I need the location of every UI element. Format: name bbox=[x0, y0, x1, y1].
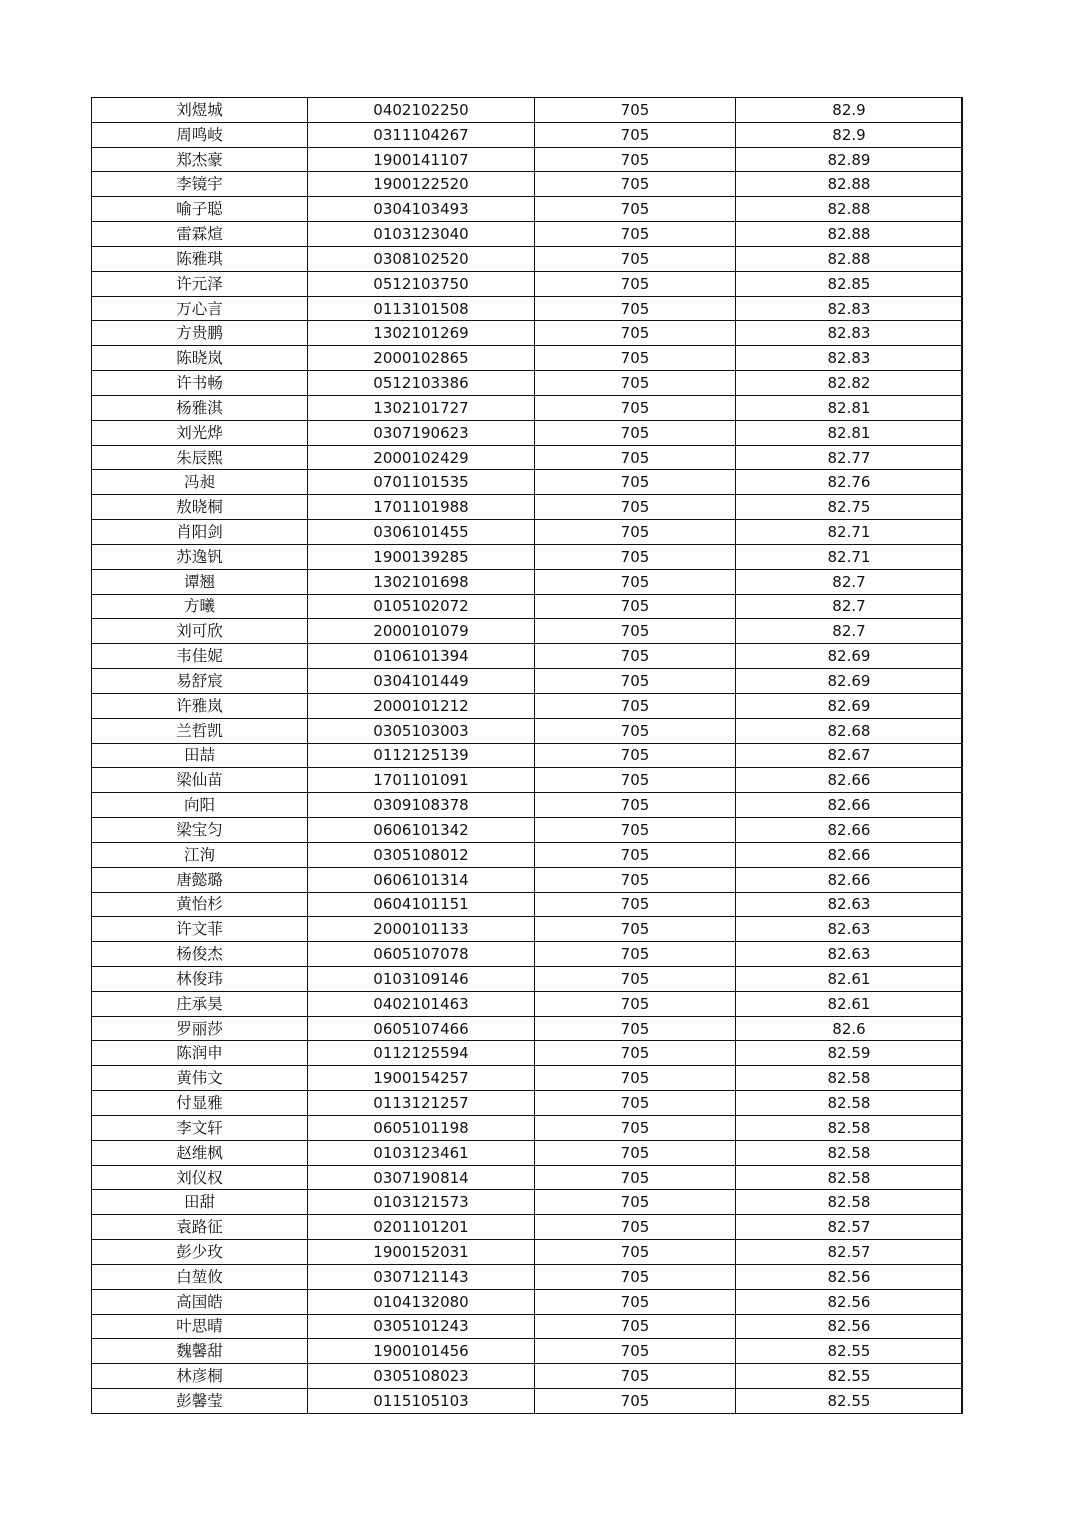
candidate-name-cell: 黄伟文 bbox=[92, 1066, 308, 1091]
exam-number-cell: 2000101133 bbox=[308, 917, 535, 942]
subject-code-cell: 705 bbox=[535, 693, 736, 718]
score-cell: 82.88 bbox=[736, 222, 963, 247]
subject-code-cell: 705 bbox=[535, 1016, 736, 1041]
subject-code-cell: 705 bbox=[535, 1041, 736, 1066]
table-row bbox=[92, 1066, 963, 1091]
exam-number-cell: 1900154257 bbox=[308, 1066, 535, 1091]
table-row bbox=[92, 569, 963, 594]
exam-number-cell: 0104132080 bbox=[308, 1289, 535, 1314]
table-row bbox=[92, 1016, 963, 1041]
table-row bbox=[92, 1140, 963, 1165]
subject-code-cell: 705 bbox=[535, 495, 736, 520]
exam-number-cell: 0512103386 bbox=[308, 371, 535, 396]
score-cell: 82.63 bbox=[736, 892, 963, 917]
subject-code-cell: 705 bbox=[535, 544, 736, 569]
exam-number-cell: 0113121257 bbox=[308, 1091, 535, 1116]
exam-number-cell: 0112125139 bbox=[308, 743, 535, 768]
score-cell: 82.66 bbox=[736, 818, 963, 843]
subject-code-cell: 705 bbox=[535, 917, 736, 942]
table-row bbox=[92, 321, 963, 346]
exam-number-cell: 0305101243 bbox=[308, 1314, 535, 1339]
subject-code-cell: 705 bbox=[535, 991, 736, 1016]
candidate-name-cell: 杨俊杰 bbox=[92, 942, 308, 967]
candidate-name-cell: 刘仪权 bbox=[92, 1165, 308, 1190]
candidate-name-cell: 向阳 bbox=[92, 793, 308, 818]
candidate-name-cell: 梁仙苗 bbox=[92, 768, 308, 793]
candidate-name-cell: 彭馨莹 bbox=[92, 1389, 308, 1414]
exam-number-cell: 2000102865 bbox=[308, 346, 535, 371]
exam-number-cell: 0115105103 bbox=[308, 1389, 535, 1414]
subject-code-cell: 705 bbox=[535, 1264, 736, 1289]
candidate-name-cell: 易舒宸 bbox=[92, 669, 308, 694]
table-row bbox=[92, 98, 963, 123]
score-cell: 82.69 bbox=[736, 644, 963, 669]
table-row bbox=[92, 1190, 963, 1215]
subject-code-cell: 705 bbox=[535, 743, 736, 768]
candidate-name-cell: 郑杰豪 bbox=[92, 147, 308, 172]
table-row bbox=[92, 371, 963, 396]
exam-number-cell: 0103121573 bbox=[308, 1190, 535, 1215]
subject-code-cell: 705 bbox=[535, 197, 736, 222]
exam-number-cell: 1900152031 bbox=[308, 1240, 535, 1265]
candidate-name-cell: 敖晓桐 bbox=[92, 495, 308, 520]
table-row bbox=[92, 296, 963, 321]
score-table-sheet bbox=[91, 97, 962, 1414]
score-cell: 82.69 bbox=[736, 669, 963, 694]
score-cell: 82.69 bbox=[736, 693, 963, 718]
table-row bbox=[92, 420, 963, 445]
table-row bbox=[92, 172, 963, 197]
table-row bbox=[92, 917, 963, 942]
subject-code-cell: 705 bbox=[535, 296, 736, 321]
exam-number-cell: 2000102429 bbox=[308, 445, 535, 470]
candidate-name-cell: 叶思晴 bbox=[92, 1314, 308, 1339]
score-cell: 82.9 bbox=[736, 98, 963, 123]
subject-code-cell: 705 bbox=[535, 594, 736, 619]
subject-code-cell: 705 bbox=[535, 246, 736, 271]
table-row bbox=[92, 892, 963, 917]
subject-code-cell: 705 bbox=[535, 420, 736, 445]
candidate-name-cell: 梁宝匀 bbox=[92, 818, 308, 843]
score-cell: 82.7 bbox=[736, 619, 963, 644]
score-cell: 82.66 bbox=[736, 793, 963, 818]
score-table-body bbox=[92, 98, 963, 1414]
score-cell: 82.89 bbox=[736, 147, 963, 172]
table-row bbox=[92, 1240, 963, 1265]
subject-code-cell: 705 bbox=[535, 1240, 736, 1265]
subject-code-cell: 705 bbox=[535, 867, 736, 892]
subject-code-cell: 705 bbox=[535, 147, 736, 172]
exam-number-cell: 0305108012 bbox=[308, 842, 535, 867]
subject-code-cell: 705 bbox=[535, 842, 736, 867]
subject-code-cell: 705 bbox=[535, 395, 736, 420]
subject-code-cell: 705 bbox=[535, 321, 736, 346]
table-row bbox=[92, 743, 963, 768]
table-row bbox=[92, 942, 963, 967]
table-row bbox=[92, 644, 963, 669]
exam-number-cell: 1302101698 bbox=[308, 569, 535, 594]
candidate-name-cell: 高国皓 bbox=[92, 1289, 308, 1314]
table-row bbox=[92, 669, 963, 694]
subject-code-cell: 705 bbox=[535, 122, 736, 147]
candidate-name-cell: 黄怡杉 bbox=[92, 892, 308, 917]
candidate-name-cell: 李镜宇 bbox=[92, 172, 308, 197]
exam-number-cell: 0307190814 bbox=[308, 1165, 535, 1190]
table-row bbox=[92, 470, 963, 495]
table-row bbox=[92, 222, 963, 247]
candidate-name-cell: 林彦桐 bbox=[92, 1364, 308, 1389]
subject-code-cell: 705 bbox=[535, 1140, 736, 1165]
exam-number-cell: 0306101455 bbox=[308, 520, 535, 545]
candidate-name-cell: 苏逸钒 bbox=[92, 544, 308, 569]
score-cell: 82.55 bbox=[736, 1339, 963, 1364]
score-cell: 82.66 bbox=[736, 768, 963, 793]
table-row bbox=[92, 445, 963, 470]
subject-code-cell: 705 bbox=[535, 346, 736, 371]
exam-number-cell: 0402101463 bbox=[308, 991, 535, 1016]
table-row bbox=[92, 1215, 963, 1240]
subject-code-cell: 705 bbox=[535, 222, 736, 247]
subject-code-cell: 705 bbox=[535, 98, 736, 123]
table-row bbox=[92, 1165, 963, 1190]
exam-number-cell: 0311104267 bbox=[308, 122, 535, 147]
score-cell: 82.76 bbox=[736, 470, 963, 495]
subject-code-cell: 705 bbox=[535, 1165, 736, 1190]
score-cell: 82.61 bbox=[736, 966, 963, 991]
score-cell: 82.67 bbox=[736, 743, 963, 768]
exam-number-cell: 0103123040 bbox=[308, 222, 535, 247]
candidate-name-cell: 刘煜城 bbox=[92, 98, 308, 123]
score-cell: 82.56 bbox=[736, 1289, 963, 1314]
exam-number-cell: 0105102072 bbox=[308, 594, 535, 619]
table-row bbox=[92, 966, 963, 991]
score-cell: 82.55 bbox=[736, 1389, 963, 1414]
exam-number-cell: 0307190623 bbox=[308, 420, 535, 445]
exam-number-cell: 0512103750 bbox=[308, 271, 535, 296]
table-row bbox=[92, 1364, 963, 1389]
exam-number-cell: 0304103493 bbox=[308, 197, 535, 222]
table-row bbox=[92, 147, 963, 172]
score-cell: 82.77 bbox=[736, 445, 963, 470]
subject-code-cell: 705 bbox=[535, 520, 736, 545]
exam-number-cell: 0307121143 bbox=[308, 1264, 535, 1289]
candidate-name-cell: 赵维枫 bbox=[92, 1140, 308, 1165]
score-cell: 82.9 bbox=[736, 122, 963, 147]
candidate-name-cell: 江洵 bbox=[92, 842, 308, 867]
exam-number-cell: 2000101079 bbox=[308, 619, 535, 644]
subject-code-cell: 705 bbox=[535, 793, 736, 818]
score-cell: 82.71 bbox=[736, 520, 963, 545]
score-cell: 82.83 bbox=[736, 296, 963, 321]
candidate-name-cell: 付显雅 bbox=[92, 1091, 308, 1116]
candidate-name-cell: 袁路征 bbox=[92, 1215, 308, 1240]
candidate-name-cell: 刘可欣 bbox=[92, 619, 308, 644]
exam-number-cell: 0605107078 bbox=[308, 942, 535, 967]
exam-number-cell: 0604101151 bbox=[308, 892, 535, 917]
exam-number-cell: 0103123461 bbox=[308, 1140, 535, 1165]
score-table bbox=[91, 97, 963, 1414]
candidate-name-cell: 雷霖煊 bbox=[92, 222, 308, 247]
table-row bbox=[92, 1115, 963, 1140]
table-row bbox=[92, 122, 963, 147]
score-cell: 82.61 bbox=[736, 991, 963, 1016]
score-cell: 82.68 bbox=[736, 718, 963, 743]
candidate-name-cell: 肖阳剑 bbox=[92, 520, 308, 545]
score-cell: 82.57 bbox=[736, 1215, 963, 1240]
table-row bbox=[92, 1289, 963, 1314]
score-cell: 82.6 bbox=[736, 1016, 963, 1041]
candidate-name-cell: 方贵鹏 bbox=[92, 321, 308, 346]
candidate-name-cell: 万心言 bbox=[92, 296, 308, 321]
candidate-name-cell: 许书畅 bbox=[92, 371, 308, 396]
score-cell: 82.63 bbox=[736, 942, 963, 967]
candidate-name-cell: 陈晓岚 bbox=[92, 346, 308, 371]
table-row bbox=[92, 1264, 963, 1289]
exam-number-cell: 0103109146 bbox=[308, 966, 535, 991]
subject-code-cell: 705 bbox=[535, 271, 736, 296]
subject-code-cell: 705 bbox=[535, 1289, 736, 1314]
subject-code-cell: 705 bbox=[535, 942, 736, 967]
table-row bbox=[92, 520, 963, 545]
score-cell: 82.57 bbox=[736, 1240, 963, 1265]
exam-number-cell: 1900122520 bbox=[308, 172, 535, 197]
table-row bbox=[92, 197, 963, 222]
exam-number-cell: 0106101394 bbox=[308, 644, 535, 669]
table-row bbox=[92, 842, 963, 867]
table-row bbox=[92, 768, 963, 793]
table-row bbox=[92, 1314, 963, 1339]
subject-code-cell: 705 bbox=[535, 892, 736, 917]
exam-number-cell: 1900139285 bbox=[308, 544, 535, 569]
exam-number-cell: 1900141107 bbox=[308, 147, 535, 172]
table-row bbox=[92, 1091, 963, 1116]
subject-code-cell: 705 bbox=[535, 1364, 736, 1389]
exam-number-cell: 2000101212 bbox=[308, 693, 535, 718]
score-cell: 82.59 bbox=[736, 1041, 963, 1066]
subject-code-cell: 705 bbox=[535, 1091, 736, 1116]
score-cell: 82.58 bbox=[736, 1115, 963, 1140]
table-row bbox=[92, 594, 963, 619]
subject-code-cell: 705 bbox=[535, 445, 736, 470]
score-cell: 82.58 bbox=[736, 1066, 963, 1091]
score-cell: 82.88 bbox=[736, 172, 963, 197]
score-cell: 82.56 bbox=[736, 1264, 963, 1289]
candidate-name-cell: 罗丽莎 bbox=[92, 1016, 308, 1041]
subject-code-cell: 705 bbox=[535, 470, 736, 495]
subject-code-cell: 705 bbox=[535, 718, 736, 743]
exam-number-cell: 0309108378 bbox=[308, 793, 535, 818]
table-row bbox=[92, 619, 963, 644]
score-cell: 82.88 bbox=[736, 246, 963, 271]
score-cell: 82.83 bbox=[736, 321, 963, 346]
exam-number-cell: 0308102520 bbox=[308, 246, 535, 271]
exam-number-cell: 0112125594 bbox=[308, 1041, 535, 1066]
score-cell: 82.58 bbox=[736, 1190, 963, 1215]
subject-code-cell: 705 bbox=[535, 1215, 736, 1240]
table-row bbox=[92, 867, 963, 892]
exam-number-cell: 1701101988 bbox=[308, 495, 535, 520]
table-row bbox=[92, 495, 963, 520]
candidate-name-cell: 许雅岚 bbox=[92, 693, 308, 718]
score-cell: 82.58 bbox=[736, 1091, 963, 1116]
subject-code-cell: 705 bbox=[535, 818, 736, 843]
exam-number-cell: 0701101535 bbox=[308, 470, 535, 495]
table-row bbox=[92, 718, 963, 743]
candidate-name-cell: 许元泽 bbox=[92, 271, 308, 296]
score-cell: 82.82 bbox=[736, 371, 963, 396]
subject-code-cell: 705 bbox=[535, 1314, 736, 1339]
score-cell: 82.58 bbox=[736, 1165, 963, 1190]
exam-number-cell: 1302101727 bbox=[308, 395, 535, 420]
subject-code-cell: 705 bbox=[535, 619, 736, 644]
candidate-name-cell: 田甜 bbox=[92, 1190, 308, 1215]
score-cell: 82.75 bbox=[736, 495, 963, 520]
score-cell: 82.88 bbox=[736, 197, 963, 222]
table-row bbox=[92, 1041, 963, 1066]
candidate-name-cell: 韦佳妮 bbox=[92, 644, 308, 669]
score-cell: 82.56 bbox=[736, 1314, 963, 1339]
candidate-name-cell: 喻子聪 bbox=[92, 197, 308, 222]
candidate-name-cell: 陈润申 bbox=[92, 1041, 308, 1066]
score-cell: 82.66 bbox=[736, 867, 963, 892]
table-row bbox=[92, 544, 963, 569]
candidate-name-cell: 周鸣岐 bbox=[92, 122, 308, 147]
subject-code-cell: 705 bbox=[535, 644, 736, 669]
score-cell: 82.85 bbox=[736, 271, 963, 296]
score-cell: 82.66 bbox=[736, 842, 963, 867]
candidate-name-cell: 许文菲 bbox=[92, 917, 308, 942]
table-row bbox=[92, 1339, 963, 1364]
subject-code-cell: 705 bbox=[535, 172, 736, 197]
exam-number-cell: 0201101201 bbox=[308, 1215, 535, 1240]
candidate-name-cell: 白堃攸 bbox=[92, 1264, 308, 1289]
table-row bbox=[92, 793, 963, 818]
exam-number-cell: 0113101508 bbox=[308, 296, 535, 321]
table-row bbox=[92, 1389, 963, 1414]
subject-code-cell: 705 bbox=[535, 966, 736, 991]
subject-code-cell: 705 bbox=[535, 669, 736, 694]
subject-code-cell: 705 bbox=[535, 371, 736, 396]
exam-number-cell: 0606101314 bbox=[308, 867, 535, 892]
candidate-name-cell: 林俊玮 bbox=[92, 966, 308, 991]
subject-code-cell: 705 bbox=[535, 1339, 736, 1364]
exam-number-cell: 0305108023 bbox=[308, 1364, 535, 1389]
exam-number-cell: 0606101342 bbox=[308, 818, 535, 843]
table-row bbox=[92, 346, 963, 371]
candidate-name-cell: 谭翘 bbox=[92, 569, 308, 594]
score-cell: 82.83 bbox=[736, 346, 963, 371]
candidate-name-cell: 彭少玫 bbox=[92, 1240, 308, 1265]
exam-number-cell: 0605101198 bbox=[308, 1115, 535, 1140]
score-cell: 82.58 bbox=[736, 1140, 963, 1165]
score-cell: 82.55 bbox=[736, 1364, 963, 1389]
candidate-name-cell: 李文轩 bbox=[92, 1115, 308, 1140]
table-row bbox=[92, 395, 963, 420]
subject-code-cell: 705 bbox=[535, 1190, 736, 1215]
candidate-name-cell: 朱辰熙 bbox=[92, 445, 308, 470]
subject-code-cell: 705 bbox=[535, 768, 736, 793]
exam-number-cell: 1900101456 bbox=[308, 1339, 535, 1364]
subject-code-cell: 705 bbox=[535, 1389, 736, 1414]
score-cell: 82.81 bbox=[736, 420, 963, 445]
exam-number-cell: 0305103003 bbox=[308, 718, 535, 743]
exam-number-cell: 0605107466 bbox=[308, 1016, 535, 1041]
candidate-name-cell: 冯昶 bbox=[92, 470, 308, 495]
exam-number-cell: 0304101449 bbox=[308, 669, 535, 694]
exam-number-cell: 0402102250 bbox=[308, 98, 535, 123]
exam-number-cell: 1701101091 bbox=[308, 768, 535, 793]
candidate-name-cell: 田喆 bbox=[92, 743, 308, 768]
subject-code-cell: 705 bbox=[535, 1066, 736, 1091]
score-cell: 82.7 bbox=[736, 594, 963, 619]
exam-number-cell: 1302101269 bbox=[308, 321, 535, 346]
table-row bbox=[92, 991, 963, 1016]
candidate-name-cell: 方曦 bbox=[92, 594, 308, 619]
score-cell: 82.7 bbox=[736, 569, 963, 594]
candidate-name-cell: 魏馨甜 bbox=[92, 1339, 308, 1364]
candidate-name-cell: 兰哲凯 bbox=[92, 718, 308, 743]
candidate-name-cell: 杨雅淇 bbox=[92, 395, 308, 420]
table-row bbox=[92, 246, 963, 271]
candidate-name-cell: 陈雅琪 bbox=[92, 246, 308, 271]
subject-code-cell: 705 bbox=[535, 1115, 736, 1140]
score-cell: 82.81 bbox=[736, 395, 963, 420]
score-cell: 82.71 bbox=[736, 544, 963, 569]
table-row bbox=[92, 818, 963, 843]
table-row bbox=[92, 693, 963, 718]
table-row bbox=[92, 271, 963, 296]
subject-code-cell: 705 bbox=[535, 569, 736, 594]
candidate-name-cell: 刘光烨 bbox=[92, 420, 308, 445]
score-cell: 82.63 bbox=[736, 917, 963, 942]
candidate-name-cell: 庄承昊 bbox=[92, 991, 308, 1016]
candidate-name-cell: 唐懿璐 bbox=[92, 867, 308, 892]
